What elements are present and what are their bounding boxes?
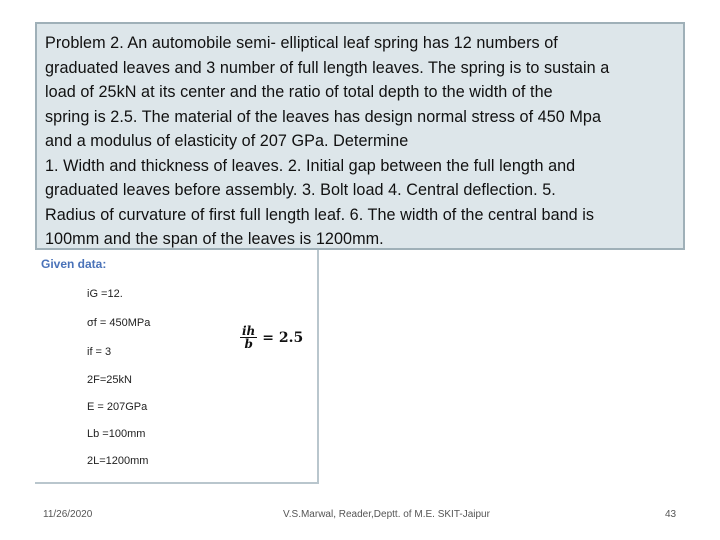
problem-line: 100mm and the span of the leaves is 1200mm. <box>45 230 384 248</box>
given-item-graduated-leaves: iG =12. <box>87 288 123 300</box>
problem-line: and a modulus of elasticity of 207 GPa. Determine <box>45 132 409 150</box>
ratio-fraction <box>240 325 257 351</box>
ratio-value: = 2.5 <box>262 330 304 346</box>
footer-date: 11/26/2020 <box>43 509 93 520</box>
problem-line: load of 25kN at its center and the ratio of total depth to the width of the <box>45 83 553 101</box>
footer-author: V.S.Marwal, Reader,Deptt. of M.E. SKIT-Jaipur <box>283 509 490 520</box>
given-item-span: 2L=1200mm <box>87 455 149 467</box>
depth-width-ratio-formula <box>240 325 303 351</box>
ratio-denominator: b <box>244 337 253 351</box>
problem-line: 1. Width and thickness of leaves. 2. Initial gap between the full length and <box>45 156 576 175</box>
given-item-stress: σf = 450MPa <box>87 317 151 329</box>
problem-line: spring is 2.5. The material of the leaves has design normal stress of 450 Mpa <box>45 107 602 126</box>
problem-line: Problem 2. An automobile semi- elliptical leaf spring has 12 numbers of <box>45 34 558 52</box>
given-item-band-width: Lb =100mm <box>87 428 146 440</box>
problem-statement-box <box>35 22 685 250</box>
given-data-panel <box>35 250 319 484</box>
given-data-title: Given data: <box>41 257 107 271</box>
problem-line: graduated leaves before assembly. 3. Bolt load 4. Central deflection. 5. <box>45 181 556 199</box>
ratio-numerator: ih <box>242 324 256 338</box>
footer-page-number: 43 <box>665 509 677 520</box>
problem-line: graduated leaves and 3 number of full length leaves. The spring is to sustain a <box>45 58 610 77</box>
given-item-load: 2F=25kN <box>87 374 132 386</box>
given-item-modulus: E = 207GPa <box>87 401 148 413</box>
problem-line: Radius of curvature of first full length leaf. 6. The width of the central band is <box>45 205 595 224</box>
given-item-full-leaves: if = 3 <box>87 346 112 358</box>
